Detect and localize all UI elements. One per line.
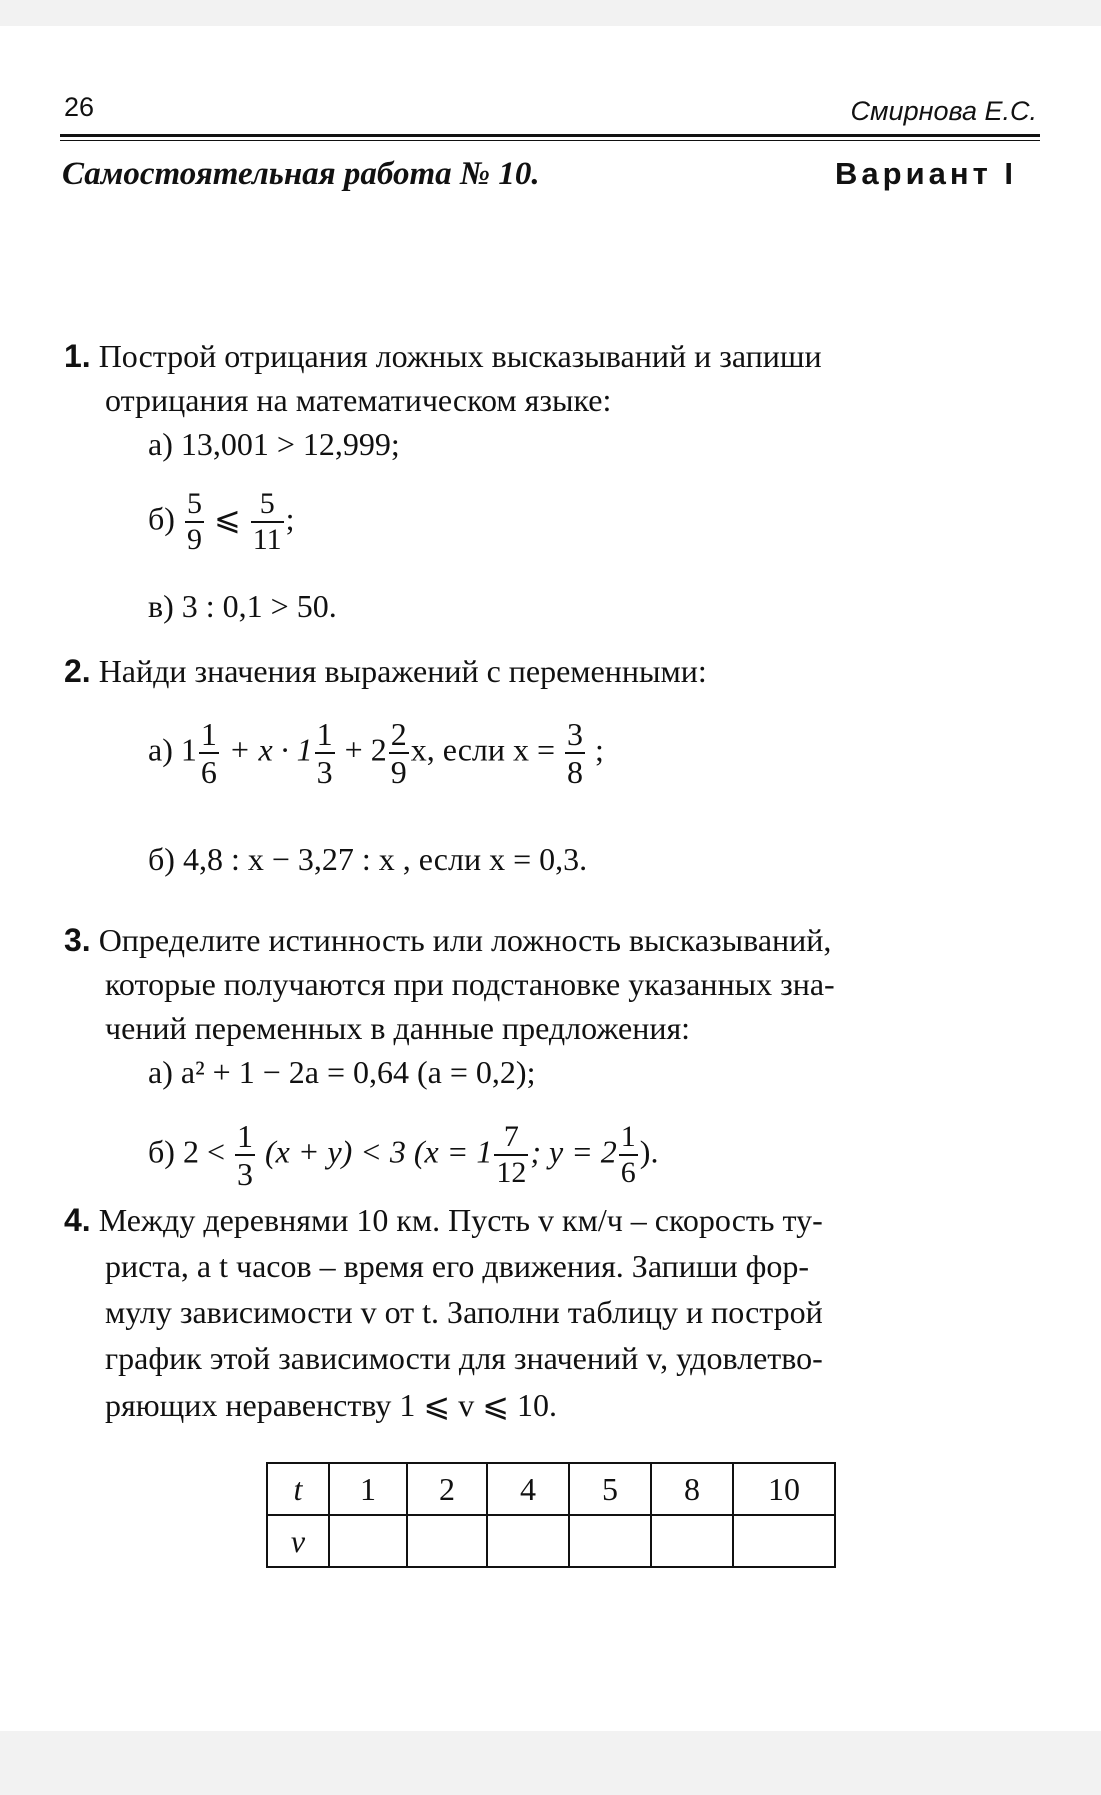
task4-number: 4.: [64, 1202, 91, 1238]
task2-a-prefix: а): [148, 731, 173, 768]
frac-num: 5: [251, 489, 284, 523]
frac-num: 1: [316, 716, 333, 752]
fraction: [565, 718, 585, 788]
frac-num: 5: [185, 489, 204, 523]
expr-part: (x + y) < 3 (x = 1: [264, 1133, 493, 1170]
task1-number: 1.: [64, 338, 91, 374]
table-cell[interactable]: [651, 1515, 733, 1567]
task3-item-b: [148, 1120, 658, 1190]
task2-number: 2.: [64, 653, 91, 689]
expr-part: + 2: [344, 731, 387, 768]
frac-den: 12: [496, 1156, 527, 1189]
task2-line1: [64, 653, 707, 690]
frac-den: 9: [390, 754, 407, 790]
fraction: [235, 1120, 255, 1190]
values-table: [266, 1462, 836, 1568]
expr-suffix: ).: [639, 1133, 659, 1170]
task2-text1: Найди значения выражений с переменными:: [98, 653, 707, 689]
header-rule: [60, 134, 1040, 137]
table-cell: 1: [329, 1463, 407, 1515]
frac-num: 7: [494, 1122, 528, 1156]
task1-item-a: а) 13,001 > 12,999;: [148, 426, 400, 462]
expr-part: + x · 1: [228, 731, 313, 768]
variant-label: Вариант I: [835, 156, 1017, 191]
frac-den: 3: [236, 1156, 253, 1192]
frac-num: 2: [390, 716, 407, 752]
frac-den: 8: [567, 754, 584, 790]
expr-part: x, если x =: [410, 731, 556, 768]
frac-den: 3: [316, 754, 333, 790]
fraction: [619, 1122, 638, 1188]
task4-line1: [64, 1202, 823, 1239]
task2-item-b: б) 4,8 : x − 3,27 : x , если x = 0,3.: [148, 841, 588, 877]
table-cell: v: [267, 1515, 329, 1567]
task1-line1: [64, 338, 822, 375]
table-row: [267, 1463, 835, 1515]
task4-line5: ряющих неравенству 1 ⩽ v ⩽ 10.: [105, 1387, 557, 1423]
page-number: 26: [64, 92, 95, 122]
task1-item-c: в) 3 : 0,1 > 50.: [148, 588, 337, 624]
author: Смирнова Е.С.: [850, 96, 1037, 126]
fraction: [389, 718, 409, 788]
table-cell: 8: [651, 1463, 733, 1515]
fraction: [494, 1122, 528, 1188]
task3-number: 3.: [64, 922, 91, 958]
frac-num: 1: [200, 716, 217, 752]
fraction: [199, 718, 219, 788]
task1-b-op: ⩽: [213, 500, 241, 537]
task4-line3: мулу зависимости v от t. Заполни таблицу и построй: [105, 1294, 823, 1330]
table-cell: 10: [733, 1463, 835, 1515]
task1-b-prefix: б): [148, 500, 175, 537]
table-cell[interactable]: [407, 1515, 487, 1567]
frac-num: 3: [567, 716, 584, 752]
expr-part: ; y = 2: [530, 1133, 617, 1170]
fraction: [251, 489, 284, 555]
task1-line2: отрицания на математическом языке:: [105, 382, 612, 418]
table-cell: 4: [487, 1463, 569, 1515]
task2-item-a: [148, 718, 604, 788]
frac-den: 6: [200, 754, 217, 790]
fraction: [185, 489, 204, 555]
work-title: Самостоятельная работа № 10.: [62, 156, 540, 192]
table-cell[interactable]: [569, 1515, 651, 1567]
task3-text1: Определите истинность или ложность высказываний,: [98, 922, 832, 958]
table-cell: t: [267, 1463, 329, 1515]
fraction: [315, 718, 335, 788]
task3-item-a: а) a² + 1 − 2a = 0,64 (a = 0,2);: [148, 1054, 536, 1090]
frac-den: 9: [186, 523, 202, 556]
task3-line3: чений переменных в данные предложения:: [105, 1010, 691, 1046]
frac-den: 6: [620, 1156, 636, 1189]
table-cell: 2: [407, 1463, 487, 1515]
expr-suffix: ;: [595, 731, 604, 768]
task3-line2: которые получаются при подстановке указанных зна-: [105, 966, 835, 1002]
table-cell[interactable]: [733, 1515, 835, 1567]
task4-text1: Между деревнями 10 км. Пусть v км/ч – скорость ту-: [98, 1202, 823, 1238]
expr-part: б) 2 <: [148, 1133, 225, 1170]
page: [0, 26, 1101, 1731]
task1-text1: Построй отрицания ложных высказываний и запиши: [98, 338, 822, 374]
task1-item-b: [148, 489, 295, 555]
header-rule-thin: [60, 140, 1040, 141]
frac-num: 1: [236, 1118, 253, 1154]
task4-line2: риста, а t часов – время его движения. Запиши фор-: [105, 1248, 810, 1284]
task4-line4: график этой зависимости для значений v, удовлетво-: [105, 1340, 823, 1376]
table-cell[interactable]: [487, 1515, 569, 1567]
task1-b-suffix: ;: [285, 500, 295, 537]
table-cell[interactable]: [329, 1515, 407, 1567]
table-row: [267, 1515, 835, 1567]
whole-part: 1: [180, 731, 197, 768]
table-cell: 5: [569, 1463, 651, 1515]
frac-num: 1: [619, 1122, 638, 1156]
task3-line1: [64, 922, 831, 959]
frac-den: 11: [252, 523, 282, 556]
